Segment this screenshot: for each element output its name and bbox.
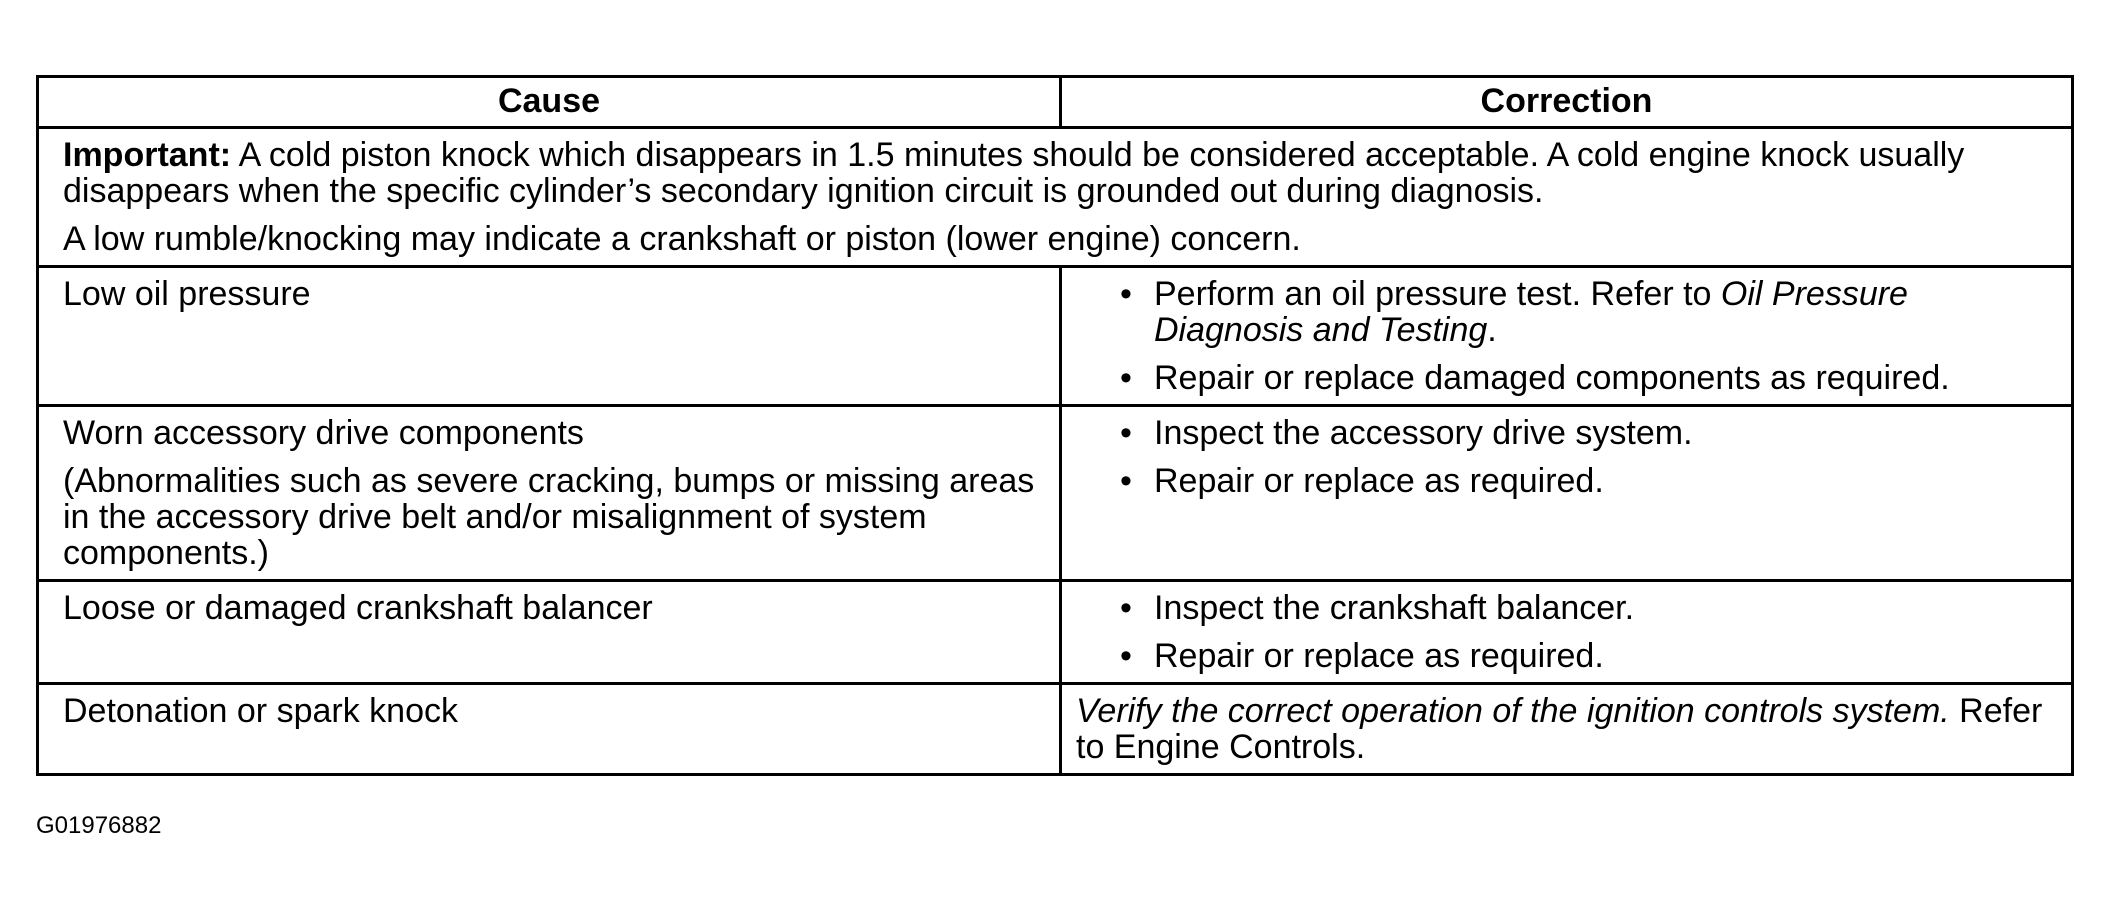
note-text: A cold piston knock which disappears in 1.5 minutes should be considered acceptable. A cold engine knock usually disappears when the specific cylinder’s secondary ignition circuit is grounded out during diagnosis. xyxy=(63,136,1965,210)
correction-cell xyxy=(1061,406,2073,581)
table-row xyxy=(38,581,2073,684)
correction-text: Perform an oil pressure test. Refer to xyxy=(1154,275,1721,313)
header-cause: Cause xyxy=(38,77,1061,128)
list-item xyxy=(1120,638,2057,674)
correction-list xyxy=(1086,590,2057,674)
correction-cell xyxy=(1061,581,2073,684)
header-row xyxy=(38,77,2073,128)
correction-text-after: . xyxy=(1487,311,1497,349)
note-label: Important: xyxy=(63,136,232,174)
bullet-icon: • xyxy=(1120,359,1132,397)
bullet-icon: • xyxy=(1120,462,1132,500)
figure-id: G01976882 xyxy=(36,812,162,839)
correction-cell xyxy=(1061,684,2073,775)
reference-link: Oil Pressure Diagnosis and Testing xyxy=(1154,275,1908,349)
correction-text: Inspect the accessory drive system. xyxy=(1154,414,1693,452)
correction-text: Inspect the crankshaft balancer. xyxy=(1154,589,1635,627)
correction-reference: Verify the correct operation of the ignition controls system. xyxy=(1076,692,1950,730)
list-item xyxy=(1120,360,2057,396)
header-correction: Correction xyxy=(1061,77,2073,128)
correction-list xyxy=(1086,276,2057,396)
cause-text: Low oil pressure xyxy=(63,275,311,313)
correction-cell xyxy=(1061,267,2073,406)
diagnostic-table xyxy=(36,75,2074,776)
correction-text-after: Refer to Engine Controls. xyxy=(1076,692,2043,766)
table-row xyxy=(38,684,2073,775)
cause-cell xyxy=(38,406,1061,581)
cause-cell xyxy=(38,267,1061,406)
bullet-icon: • xyxy=(1120,637,1132,675)
important-note xyxy=(38,128,2073,267)
list-item xyxy=(1120,276,2057,348)
table-row xyxy=(38,267,2073,406)
bullet-icon: • xyxy=(1120,275,1132,313)
correction-list xyxy=(1086,415,2057,499)
note-row xyxy=(38,128,2073,267)
correction-text: Repair or replace as required. xyxy=(1154,462,1604,500)
note-text-2: A low rumble/knocking may indicate a crankshaft or piston (lower engine) concern. xyxy=(63,220,1301,258)
list-item xyxy=(1120,590,2057,626)
cause-text: Worn accessory drive components xyxy=(63,414,584,452)
bullet-icon: • xyxy=(1120,589,1132,627)
correction-text: Repair or replace as required. xyxy=(1154,637,1604,675)
cause-detail: (Abnormalities such as severe cracking, bumps or missing areas in the accessory drive belt and/or misalignment of system components.) xyxy=(63,462,1035,572)
cause-cell xyxy=(38,684,1061,775)
cause-text: Loose or damaged crankshaft balancer xyxy=(63,589,653,627)
table-row xyxy=(38,406,2073,581)
list-item xyxy=(1120,415,2057,451)
correction-text: Repair or replace damaged components as required. xyxy=(1154,359,1950,397)
bullet-icon: • xyxy=(1120,414,1132,452)
cause-text: Detonation or spark knock xyxy=(63,692,458,730)
list-item xyxy=(1120,463,2057,499)
cause-cell xyxy=(38,581,1061,684)
